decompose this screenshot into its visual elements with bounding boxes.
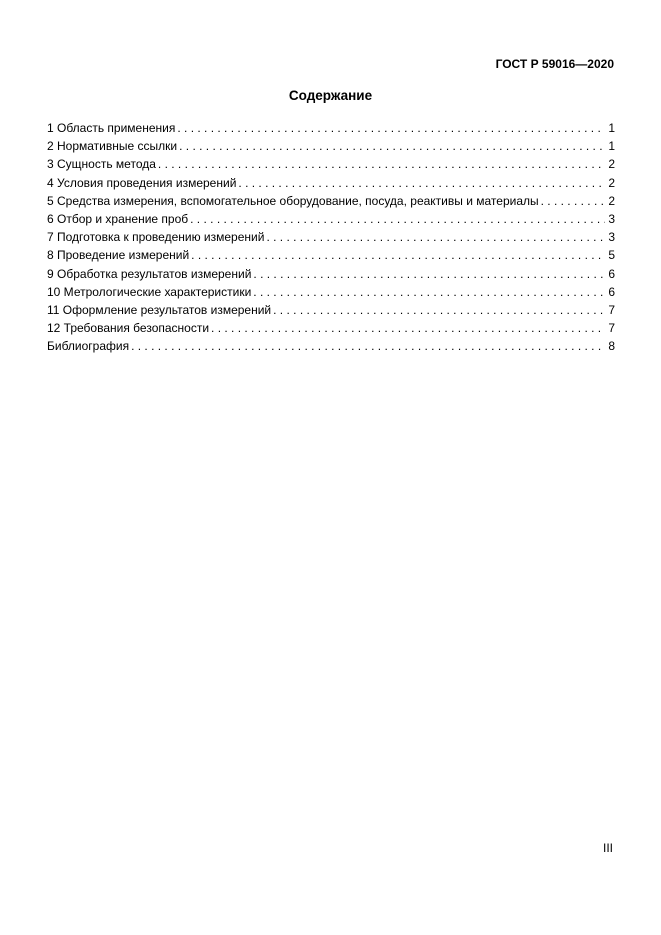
toc-leader-dots — [131, 337, 605, 355]
toc-list — [47, 119, 615, 355]
toc-leader-dots — [541, 192, 606, 210]
toc-leader-dots — [177, 119, 605, 137]
toc-entry-page: 1 — [608, 139, 615, 154]
toc-entry-label: 4 Условия проведения измерений — [47, 175, 237, 190]
toc-entry-page: 3 — [608, 230, 615, 245]
toc-entry-label: 10 Метрологические характеристики — [47, 284, 252, 299]
toc-entry — [47, 283, 615, 301]
toc-entry-page: 3 — [608, 211, 615, 226]
toc-leader-dots — [266, 228, 605, 246]
toc-entry-label: 12 Требования безопасности — [47, 321, 210, 336]
toc-entry-page: 2 — [608, 175, 615, 190]
toc-leader-dots — [253, 283, 605, 301]
toc-entry-page: 7 — [608, 302, 615, 317]
toc-leader-dots — [273, 301, 605, 319]
toc-leader-dots — [253, 265, 605, 283]
toc-entry — [47, 192, 615, 210]
toc-entry-label: 1 Область применения — [47, 121, 176, 135]
toc-entry-label: 8 Проведение измерений — [47, 248, 190, 263]
toc-leader-dots — [191, 246, 605, 264]
doc-number: ГОСТ Р 59016—2020 — [495, 57, 614, 71]
toc-entry-page: 1 — [608, 121, 615, 135]
toc-leader-dots — [158, 155, 605, 173]
toc-entry-label: 5 Средства измерения, вспомогательное оборудование, посуда, реактивы и материалы — [47, 193, 539, 208]
toc-entry-page: 2 — [608, 193, 615, 208]
toc-entry — [47, 337, 615, 355]
toc-entry — [47, 155, 615, 173]
toc-title: Содержание — [288, 88, 373, 103]
toc-entry-label: 9 Обработка результатов измерений — [47, 266, 252, 281]
toc-entry — [47, 119, 615, 137]
toc-entry-label: 11 Оформление результатов измерений — [47, 302, 272, 317]
toc-entry-label: 3 Сущность метода — [47, 157, 156, 172]
toc-entry — [47, 210, 615, 228]
toc-entry — [47, 174, 615, 192]
toc-entry — [47, 319, 615, 337]
toc-entry-page: 2 — [608, 157, 615, 172]
toc-entry-label: 2 Нормативные ссылки — [47, 139, 178, 154]
toc-entry — [47, 301, 615, 319]
toc-entry-page: 7 — [608, 321, 615, 336]
toc-leader-dots — [190, 210, 605, 228]
toc-entry-label: 7 Подготовка к проведению измерений — [47, 230, 265, 245]
toc-leader-dots — [179, 137, 605, 155]
toc-entry — [47, 228, 615, 246]
toc-entry-page: 5 — [608, 248, 615, 263]
toc-entry-page: 8 — [608, 339, 615, 354]
toc-entry-page: 6 — [608, 284, 615, 299]
toc-entry-label: Библиография — [47, 339, 130, 354]
toc-entry-label: 6 Отбор и хранение проб — [47, 211, 189, 226]
toc-leader-dots — [238, 174, 605, 192]
toc-leader-dots — [211, 319, 605, 337]
toc-entry-page: 6 — [608, 266, 615, 281]
toc-entry — [47, 137, 615, 155]
toc-entry — [47, 265, 615, 283]
toc-entry — [47, 246, 615, 264]
footer-page-number: III — [602, 841, 613, 855]
